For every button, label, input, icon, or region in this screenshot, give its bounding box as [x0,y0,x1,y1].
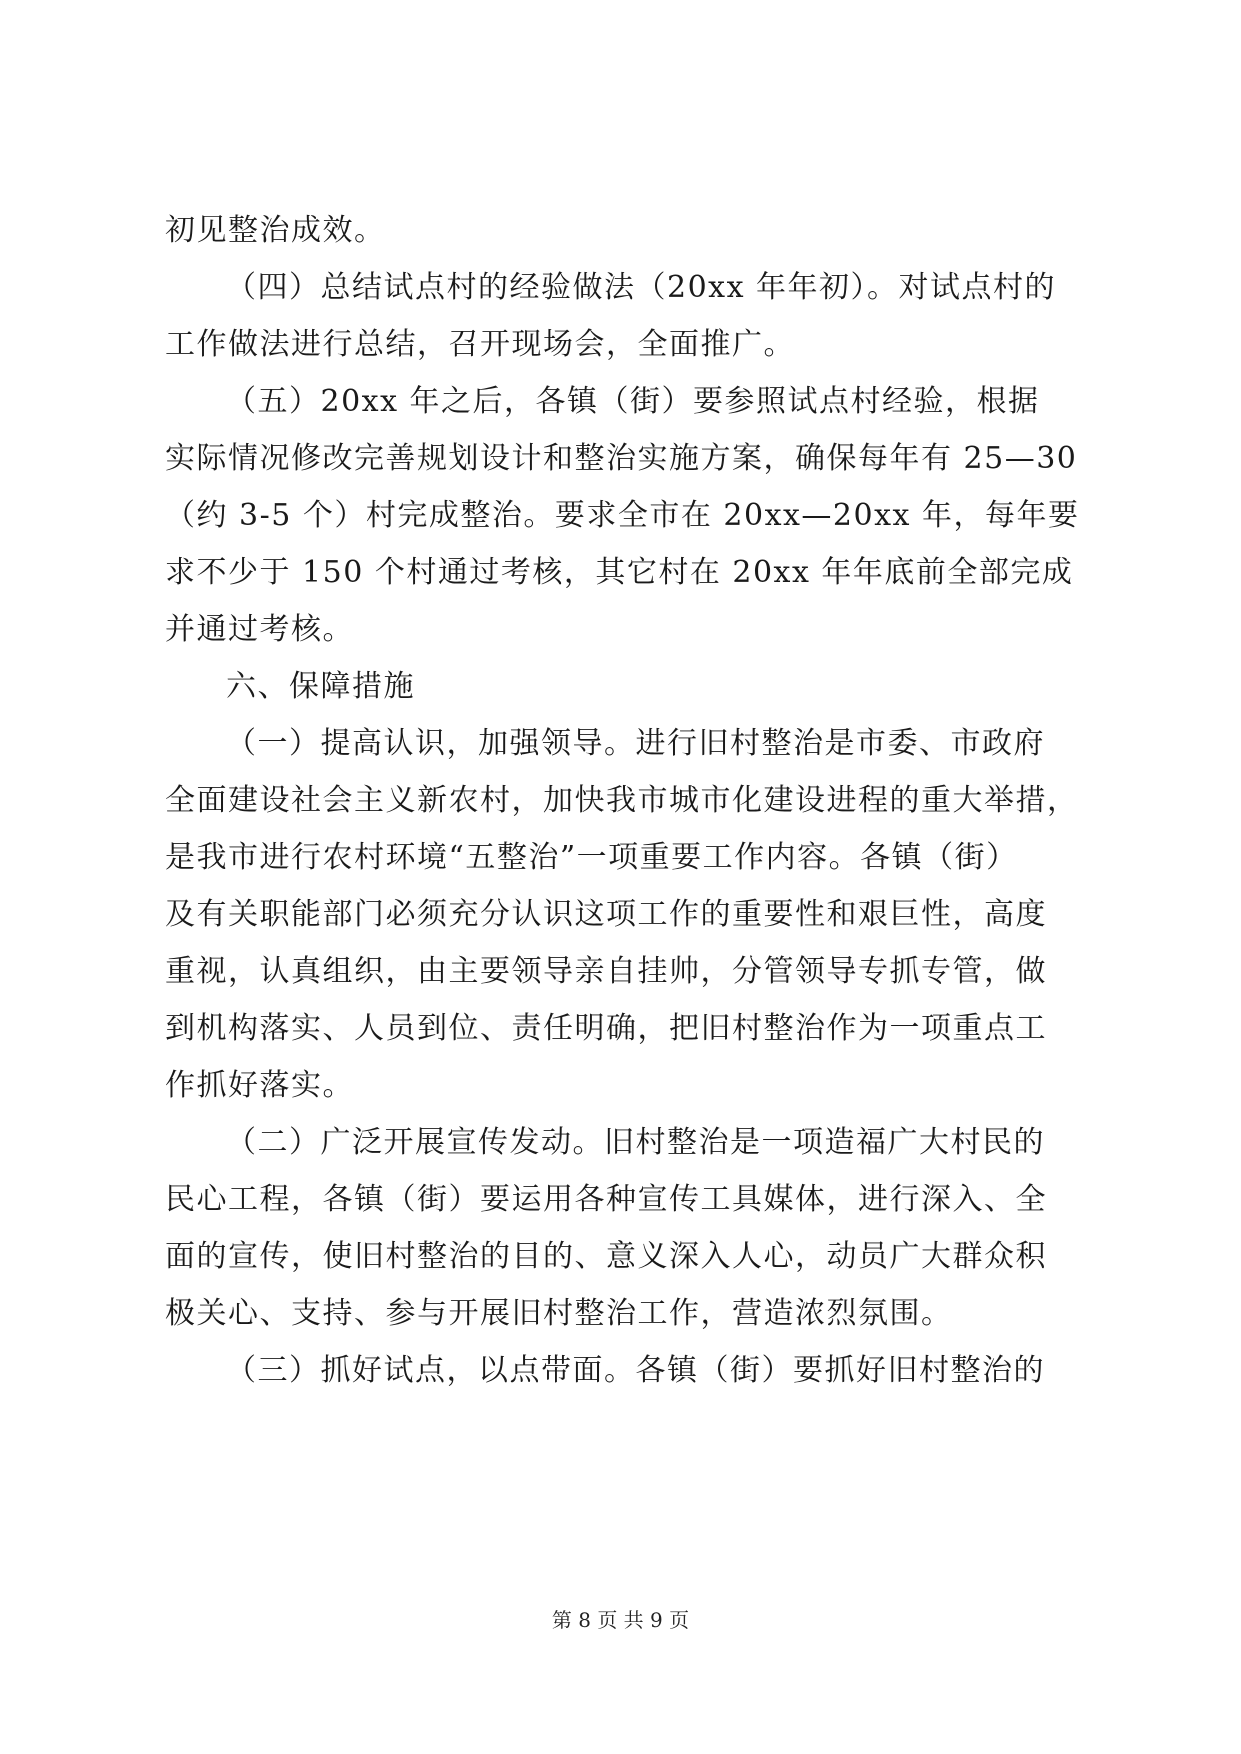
paragraph-line: 实际情况修改完善规划设计和整治实施方案，确保每年有 25—30 [165,441,1078,476]
paragraph-line: 面的宣传，使旧村整治的目的、意义深入人心，动员广大群众积 [165,1239,1047,1274]
paragraph-line: 及有关职能部门必须充分认识这项工作的重要性和艰巨性，高度 [165,897,1047,932]
paragraph-line: 极关心、支持、参与开展旧村整治工作，营造浓烈氛围。 [165,1296,953,1331]
paragraph-line: （二）广泛开展宣传发动。旧村整治是一项造福广大村民的 [226,1125,1045,1160]
paragraph-line: （一）提高认识，加强领导。进行旧村整治是市委、市政府 [226,726,1045,761]
paragraph-line: 并通过考核。 [165,612,354,647]
paragraph-line: 作抓好落实。 [165,1068,354,1103]
paragraph-line: （五）20xx 年之后，各镇（街）要参照试点村经验，根据 [226,384,1040,419]
paragraph-line: （三）抓好试点，以点带面。各镇（街）要抓好旧村整治的 [226,1353,1045,1388]
page-number-footer: 第 8 页 共 9 页 [551,1608,690,1632]
paragraph-line: （约 3-5 个）村完成整治。要求全市在 20xx—20xx 年，每年要 [165,498,1080,533]
paragraph-line: 到机构落实、人员到位、责任明确，把旧村整治作为一项重点工 [165,1011,1047,1046]
paragraph-line: （四）总结试点村的经验做法（20xx 年年初）。对试点村的 [226,270,1057,305]
paragraph-line: 重视，认真组织，由主要领导亲自挂帅，分管领导专抓专管，做 [165,954,1047,989]
paragraph-line: 求不少于 150 个村通过考核，其它村在 20xx 年年底前全部完成 [165,555,1074,590]
paragraph-line: 全面建设社会主义新农村，加快我市城市化建设进程的重大举措， [165,783,1079,818]
paragraph-line: 初见整治成效。 [165,213,386,248]
section-heading: 六、保障措施 [226,669,415,704]
paragraph-line: 民心工程，各镇（街）要运用各种宣传工具媒体，进行深入、全 [165,1182,1047,1217]
paragraph-line: 是我市进行农村环境“五整治”一项重要工作内容。各镇（街） [165,840,1018,875]
paragraph-line: 工作做法进行总结，召开现场会，全面推广。 [165,327,795,362]
